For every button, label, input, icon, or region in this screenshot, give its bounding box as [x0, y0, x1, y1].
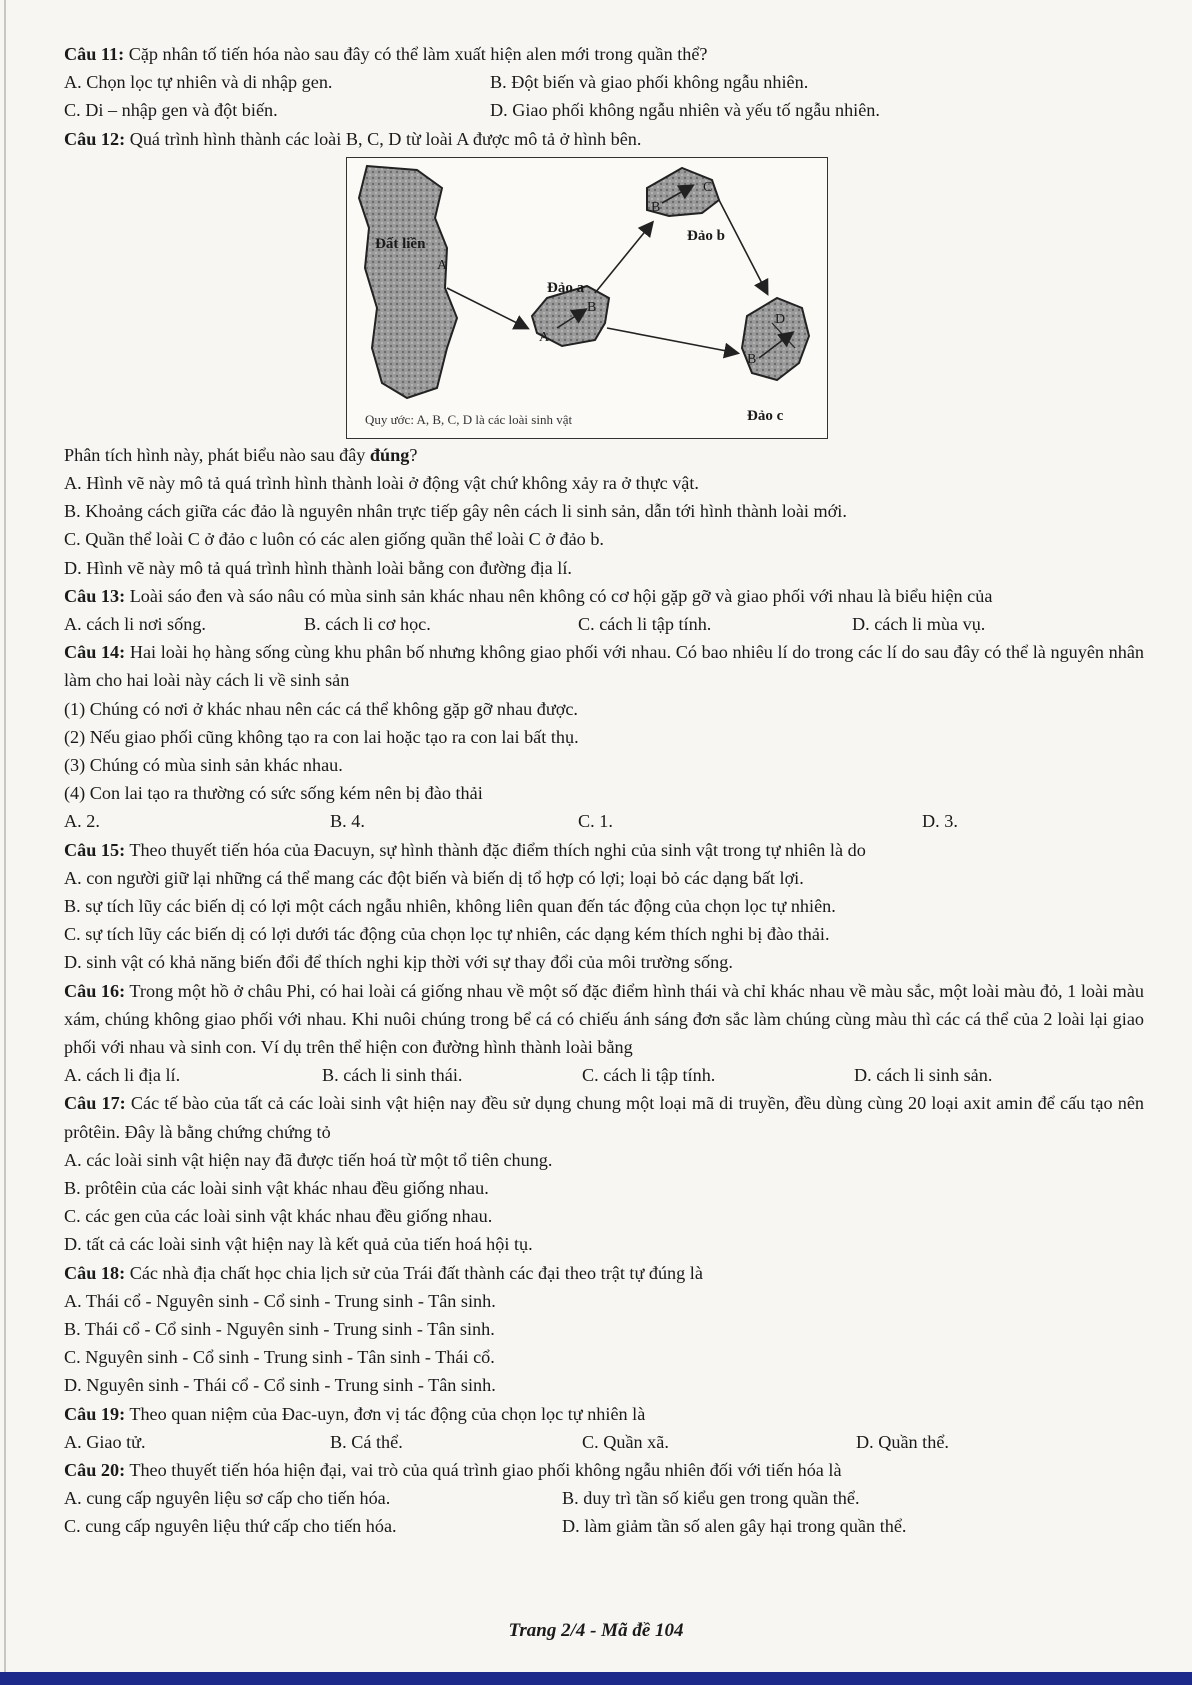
question-text: Trong một hồ ở châu Phi, có hai loài cá giống nhau về một số đặc điểm hình thái và chỉ khác nhau về màu sắc, một loài màu đỏ, 1 loài màu xám, chúng không giao phối với nhau. Khi nuôi chúng trong bể cá có chiếu ánh sáng đơn sắc làm chúng cùng màu thì các cá thể của 2 loài lại giao phối với nhau và sinh con. Ví dụ trên thể hiện con đường hình thành loài bằng — [64, 980, 1144, 1058]
option-c: C. cung cấp nguyên liệu thứ cấp cho tiến hóa. — [64, 1516, 397, 1537]
species-d-island-c: D — [775, 311, 786, 327]
scan-edge-left — [4, 0, 6, 1685]
island-c-label: Đảo c — [747, 407, 784, 424]
option-a: A. các loài sinh vật hiện nay đã được tiến hoá từ một tổ tiên chung. — [64, 1149, 553, 1170]
question-text: Hai loài họ hàng sống cùng khu phân bố nhưng không giao phối với nhau. Có bao nhiêu lí do trong các lí do sau đây có thể là nguyên nhân làm cho hai loài này cách li về sinh sản — [64, 642, 1145, 691]
question-12 — [64, 125, 1144, 153]
question-label: Câu 20: — [64, 1460, 126, 1481]
question-label: Câu 16: — [64, 980, 126, 1001]
species-c-island-b: C — [703, 179, 713, 195]
option-a: A. Chọn lọc tự nhiên và di nhập gen. — [64, 72, 333, 93]
species-a-island: A — [539, 329, 550, 345]
option-d: D. Hình vẽ này mô tả quá trình hình thành loài bằng con đường địa lí. — [64, 557, 572, 578]
page-footer: Trang 2/4 - Mã đề 104 — [508, 1620, 684, 1641]
option-c: C. các gen của các loài sinh vật khác nhau đều giống nhau. — [64, 1206, 493, 1227]
species-b-island-c: B — [747, 351, 757, 367]
option-b: B. Cá thể. — [330, 1431, 403, 1452]
question-text: Loài sáo đen và sáo nâu có mùa sinh sản khác nhau nên không có cơ hội gặp gỡ và giao phối với nhau là biểu hiện của — [125, 585, 993, 606]
option-a: A. 2. — [64, 811, 100, 832]
option-b: B. Khoảng cách giữa các đảo là nguyên nhân trực tiếp gây nên cách li sinh sản, dẫn tới hình thành loài mới. — [64, 501, 847, 522]
option-c: C. Di – nhập gen và đột biến. — [64, 100, 278, 121]
options-row — [64, 1484, 1144, 1512]
option-b: B. Đột biến và giao phối không ngẫu nhiên. — [490, 72, 809, 93]
options-row — [64, 68, 1144, 96]
question-label: Câu 13: — [64, 585, 126, 606]
option-b: B. sự tích lũy các biến dị có lợi một cách ngẫu nhiên, không liên quan đến tác động của chọn lọc tự nhiên. — [64, 896, 836, 916]
question-label: Câu 17: — [64, 1093, 126, 1114]
question-20 — [64, 1456, 1144, 1484]
statement-2: (2) Nếu giao phối cũng không tạo ra con lai hoặc tạo ra con lai bất thụ. — [64, 726, 579, 747]
option-d: D. tất cả các loài sinh vật hiện nay là kết quả của tiến hoá hội tụ. — [64, 1234, 533, 1255]
options-row — [64, 610, 1144, 638]
option-b: B. Thái cổ - Cổ sinh - Nguyên sinh - Trung sinh - Tân sinh. — [64, 1319, 495, 1340]
option-d: D. làm giảm tần số alen gây hại trong quần thể. — [562, 1516, 907, 1537]
question-13 — [64, 582, 1144, 610]
scan-edge-bottom — [0, 1672, 1192, 1685]
option-c: C. sự tích lũy các biến dị có lợi dưới tác động của chọn lọc tự nhiên, các dạng kém thích nghi bị đào thải. — [64, 924, 830, 945]
species-b-island-b: B — [651, 199, 661, 215]
question-text: Quá trình hình thành các loài B, C, D từ loài A được mô tả ở hình bên. — [125, 128, 642, 149]
species-b-island-a: B — [587, 299, 597, 315]
options-row — [64, 96, 1144, 124]
option-d: D. Giao phối không ngẫu nhiên và yếu tố ngẫu nhiên. — [490, 100, 880, 121]
option-c: C. cách li tập tính. — [582, 1065, 716, 1086]
option-c: C. cách li tập tính. — [578, 614, 712, 634]
island-b-label: Đảo b — [687, 227, 725, 244]
option-c: C. Quần thể loài C ở đảo c luôn có các alen giống quần thể loài C ở đảo b. — [64, 529, 604, 550]
question-11 — [64, 40, 1144, 68]
question-label: Câu 14: — [64, 642, 126, 663]
figure-caption: Quy ước: A, B, C, D là các loài sinh vật — [365, 411, 573, 427]
question-label: Câu 12: — [64, 128, 126, 149]
prompt-text: Phân tích hình này, phát biểu nào sau đây — [64, 444, 370, 465]
option-a: A. Hình vẽ này mô tả quá trình hình thành loài ở động vật chứ không xảy ra ở thực vật. — [64, 472, 699, 493]
mainland-label: Đất liền — [375, 235, 426, 252]
option-a: A. Thái cổ - Nguyên sinh - Cổ sinh - Trung sinh - Tân sinh. — [64, 1290, 496, 1311]
question-text: Theo quan niệm của Đac-uyn, đơn vị tác động của chọn lọc tự nhiên là — [125, 1403, 646, 1424]
option-d: D. Quần thể. — [856, 1431, 949, 1452]
island-a-label: Đảo a — [547, 279, 585, 296]
option-d: D. cách li mùa vụ. — [852, 614, 986, 634]
option-c: C. Nguyên sinh - Cổ sinh - Trung sinh - Tân sinh - Thái cổ. — [64, 1347, 495, 1368]
mainland-shape — [359, 166, 457, 398]
statement-3: (3) Chúng có mùa sinh sản khác nhau. — [64, 755, 343, 775]
statement-4: (4) Con lai tạo ra thường có sức sống kém nên bị đào thải — [64, 783, 483, 804]
question-label: Câu 15: — [64, 839, 126, 860]
statement-1: (1) Chúng có nơi ở khác nhau nên các cá thể không gặp gỡ nhau được. — [64, 698, 578, 719]
option-c: C. 1. — [578, 811, 613, 832]
question-label: Câu 18: — [64, 1262, 126, 1283]
species-a-mainland: A — [437, 257, 448, 273]
question-15 — [64, 836, 1144, 864]
option-a: A. Giao tử. — [64, 1431, 146, 1452]
question-12-prompt — [64, 441, 1144, 469]
prompt-mark: ? — [409, 444, 418, 465]
question-text: Cặp nhân tố tiến hóa nào sau đây có thể làm xuất hiện alen mới trong quần thể? — [124, 44, 708, 64]
speciation-figure — [346, 157, 828, 439]
options-row — [64, 1061, 1144, 1089]
option-d: D. Nguyên sinh - Thái cổ - Cổ sinh - Trung sinh - Tân sinh. — [64, 1375, 496, 1396]
question-17 — [64, 1089, 1144, 1145]
option-a: A. cách li nơi sống. — [64, 614, 206, 634]
prompt-emphasis: đúng — [369, 444, 410, 465]
question-14 — [64, 638, 1144, 694]
option-b: B. 4. — [330, 811, 365, 832]
option-a: A. con người giữ lại những cá thể mang các đột biến và biến dị tổ hợp có lợi; loại bỏ các dạng bất lợi. — [64, 867, 804, 888]
options-row — [64, 1428, 1144, 1456]
option-b: B. cách li sinh thái. — [322, 1065, 463, 1086]
option-d: D. 3. — [922, 811, 958, 832]
question-text: Theo thuyết tiến hóa hiện đại, vai trò của quá trình giao phối không ngẫu nhiên đối với tiến hóa là — [125, 1460, 842, 1481]
option-d: D. cách li sinh sản. — [854, 1065, 993, 1086]
question-18 — [64, 1259, 1144, 1287]
question-text: Các nhà địa chất học chia lịch sử của Trái đất thành các đại theo trật tự đúng là — [125, 1262, 703, 1283]
question-text: Theo thuyết tiến hóa của Đacuyn, sự hình thành đặc điểm thích nghi của sinh vật trong tự nhiên là do — [125, 839, 866, 860]
question-label: Câu 19: — [64, 1403, 126, 1424]
option-b: B. duy trì tần số kiểu gen trong quần thể. — [562, 1488, 860, 1509]
option-d: D. sinh vật có khả năng biến đổi để thích nghi kịp thời với sự thay đổi của môi trường sống. — [64, 952, 733, 973]
option-b: B. cách li cơ học. — [304, 614, 431, 634]
question-19 — [64, 1400, 1144, 1428]
options-row — [64, 1512, 1144, 1540]
question-text: Các tế bào của tất cả các loài sinh vật hiện nay đều sử dụng chung một loại mã di truyền, đều dùng cùng 20 loại axit amin để cấu tạo nên prôtêin. Đây là bằng chứng chứng tỏ — [64, 1093, 1144, 1142]
option-a: A. cách li địa lí. — [64, 1065, 181, 1086]
option-a: A. cung cấp nguyên liệu sơ cấp cho tiến hóa. — [64, 1488, 391, 1509]
options-row — [64, 807, 1144, 835]
option-b: B. prôtêin của các loài sinh vật khác nhau đều giống nhau. — [64, 1178, 489, 1199]
option-c: C. Quần xã. — [582, 1431, 669, 1452]
questions-content — [64, 40, 1144, 1541]
question-16 — [64, 977, 1144, 1062]
question-label: Câu 11: — [64, 44, 125, 64]
